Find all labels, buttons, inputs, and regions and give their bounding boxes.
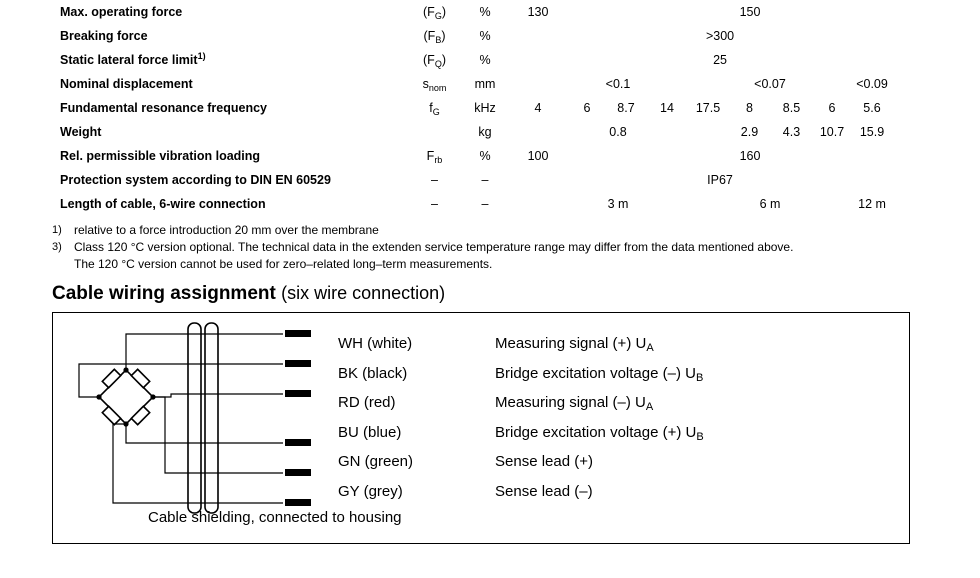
row-value: 0.8 [609,125,627,139]
row-value: 8.7 [617,101,635,115]
wire-function-label [495,335,898,355]
row-label: Protection system according to DIN EN 60529 [60,173,331,187]
footnotes [52,222,942,272]
row-label: Weight [60,125,102,139]
wire-function-subscript: B [696,430,704,443]
row-value: <0.09 [856,77,888,91]
wire-color-label: GY (grey) [338,482,403,500]
table-row [52,48,932,72]
table-row [52,144,932,168]
row-value: 4 [534,101,542,115]
wire-function-text: Sense lead (+) [495,453,593,471]
footnote-3-continuation: The 120 °C version cannot be used for zero–related long–term measurements. [74,257,493,271]
row-value: 8 [746,101,753,115]
cable-shielding-note: Cable shielding, connected to housing [148,509,402,526]
row-value: 17.5 [695,101,721,115]
list-item [338,388,898,418]
row-value: 100 [527,149,549,163]
row-value: 6 [828,101,836,115]
list-item [338,447,898,477]
cable-wiring-diagram-box [52,312,910,544]
table-row [52,120,932,144]
row-value: 2.9 [740,125,759,139]
section-heading-main: Cable wiring assignment [52,283,276,304]
wire-function-subscript: A [645,401,654,414]
row-value: 14 [660,101,674,115]
row-end [892,96,932,120]
row-symbol: $F_{rb}$ [426,149,443,165]
row-symbol [407,120,462,144]
row-label: Breaking force [60,29,148,43]
row-value: >300 [705,29,735,43]
row-value: IP67 [707,173,733,187]
row-label-text: Static lateral force limit [60,53,198,67]
list-item [338,329,898,359]
list-item [338,477,898,507]
row-unit: % [479,5,491,19]
wire-color-label: GN (green) [338,453,414,471]
row-unit: mm [474,77,496,91]
row-symbol: $s_{nom}$ [422,77,447,93]
row-end [892,120,932,144]
wire-color-label: RD (red) [338,394,396,412]
wire-function-subscript: B [695,371,704,384]
row-unit: % [479,53,491,67]
row-value: 3 m [607,197,629,211]
page-title [52,283,445,305]
row-unit: – [481,197,489,211]
wire-color-label: BK (black) [338,364,408,382]
footnote-ref: 1) [197,51,206,61]
footnote-3-text: Class 120 °C version optional. The technical data in the extenden service temperature range may differ from the data mentioned above. [74,240,794,254]
row-value: 12 m [858,197,886,211]
row-unit: kHz [474,101,496,115]
row-symbol: $(F_Q)$ [423,53,446,69]
table-row [52,168,932,192]
wire-function-label [495,453,898,470]
wire-function-subscript: A [646,342,654,355]
row-symbol: – [431,173,438,187]
wire-function-text: Measuring signal (+) U [495,335,647,353]
row-label: Max. operating force [60,5,183,19]
row-label: Length of cable, 6-wire connection [60,197,266,211]
row-value: <0.1 [605,77,631,91]
table-row [52,24,932,48]
wire-function-text: Measuring signal (–) U [495,394,646,412]
footnote-1-text: relative to a force introduction 20 mm over the membrane [74,223,379,237]
row-label: Nominal displacement [60,77,193,91]
row-value: <0.07 [754,77,786,91]
row-unit: % [479,29,491,43]
wire-assignment-list [338,329,898,506]
row-label: Rel. permissible vibration loading [60,149,261,163]
row-label: Fundamental resonance frequency [60,101,268,115]
wire-function-text: Sense lead (–) [495,482,593,500]
list-item [338,359,898,389]
table-row [52,72,932,96]
footnote-1 [52,222,942,238]
table-row [52,0,932,24]
footnote-3-mark: 3) [52,241,62,253]
wire-function-text: Bridge excitation voltage (–) U [495,364,696,382]
section-heading-sub: (six wire connection) [281,283,446,303]
row-value: 15.9 [859,125,885,139]
wire-color-label: BU (blue) [338,423,402,441]
row-label [52,48,407,72]
table-row [52,192,932,216]
wire-function-label [495,365,898,382]
specifications-table [52,0,932,216]
table-row [52,96,932,120]
wire-function-label [495,483,898,500]
row-value: 25 [713,53,727,67]
row-symbol: $f_G$ [429,101,440,117]
row-symbol: – [431,197,438,211]
row-value: 150 [739,5,761,19]
row-symbol: $(F_G)$ [423,5,446,21]
row-value: 8.5 [782,101,801,115]
row-symbol: $(F_B)$ [423,29,446,45]
row-value: 160 [739,149,761,163]
row-unit: kg [478,125,492,139]
row-value: 10.7 [819,125,845,139]
footnote-3 [52,239,942,255]
row-unit: – [481,173,489,187]
list-item [338,418,898,448]
footnote-1-mark: 1) [52,224,62,236]
row-unit: % [479,149,491,163]
row-value: 5.6 [863,101,881,115]
row-value: 4.3 [782,125,801,139]
wire-function-label [495,394,898,414]
wire-function-label [495,424,898,441]
row-value: 6 m [759,197,781,211]
wire-color-label: WH (white) [338,335,413,353]
row-value: 130 [527,5,549,19]
row-value: 6 [583,101,591,115]
wire-function-text: Bridge excitation voltage (+) U [495,423,697,441]
